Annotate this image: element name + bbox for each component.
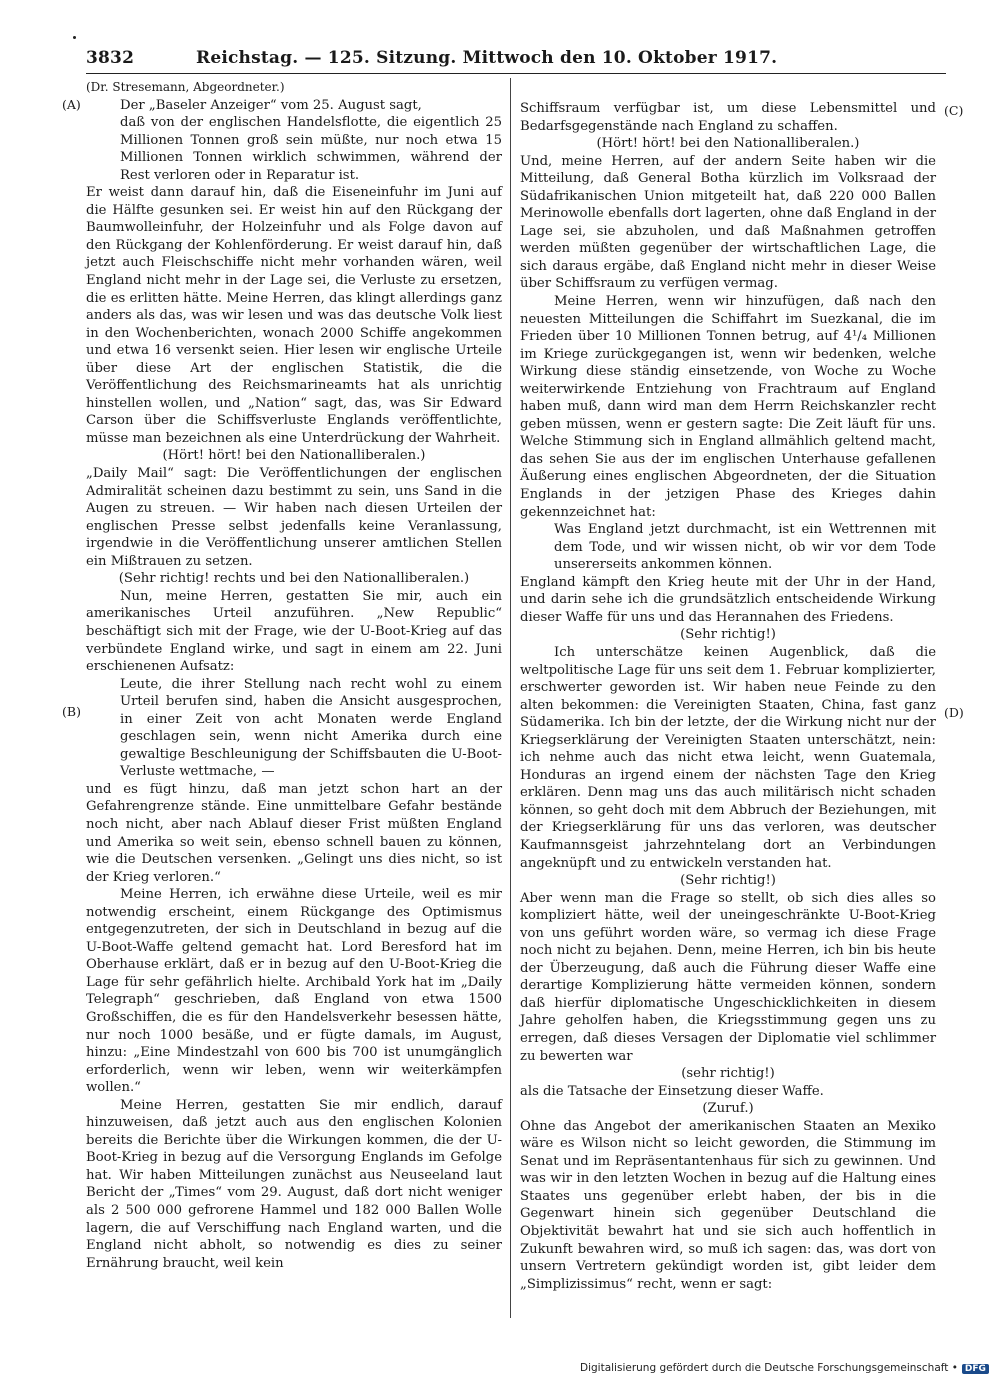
paragraph: Ich unterschätze keinen Augenblick, daß die weltpolitische Lage für uns seit dem 1. Februar komplizierter, erschwerter geworden ist. Wir haben neue Feinde zu den alten bekommen: die Vereinigten Staaten, China, fast ganz Südamerika. Ich bin der letzte, der die Wirkung nicht nur der Kriegserklärung der Vereinigten Staaten unterschätzt, nein: ich nehme auch das nicht etwa leicht, wenn Guatemala, Honduras an irgend einem der nächsten Tage den Krieg erklären. Denn mag uns das auch militärisch nicht schaden können, so geht doch mit dem Abbruch der Beziehungen, mit der Kriegserklärung für uns das verloren, was deutscher Kaufmannsgeist jahrzehntelang dort an Verbindungen angeknüpft und zu entwickeln verstanden hat. <box>520 644 936 871</box>
page-number: 3832 <box>86 48 135 68</box>
footer-text: Digitalisierung gefördert durch die Deutsche Forschungsgemeinschaft • <box>580 1362 958 1374</box>
interjection: (Hört! hört! bei den Nationalliberalen.) <box>162 448 426 464</box>
paragraph: Der „Baseler Anzeiger“ vom 25. August sagt, <box>120 97 422 113</box>
interjection: (Sehr richtig!) <box>680 627 776 643</box>
right-column <box>520 100 936 1293</box>
paragraph: England kämpft den Krieg heute mit der Uhr in der Hand, und darin sehe ich die grundsätzlich entscheidende Wirkung dieser Waffe für uns und das Herannahen des Friedens. <box>520 574 936 625</box>
paragraph: Meine Herren, wenn wir hinzufügen, daß nach den neuesten Mitteilungen die Schiffahrt im Suezkanal, die im Frieden über 10 Millionen Tonnen betrug, auf 4¹/₄ Millionen im Kriege zurückgegangen ist, wenn wir bedenken, welche Wirkung diese ständig einsetzende, von Woche zu Woche weiterwirkende Entziehung von Frachtraum auf England haben muß, dann wird man dem Herrn Reichskanzler recht geben müssen, wenn er gestern sagte: Die Zeit läuft für uns. Welche Stimmung sich in England allmählich geltend macht, das sehen Sie aus der im englischen Unterhause gefallenen Äußerung eines englischen Abgeordneten, der die Situation Englands in der jetzigen Phase des Krieges dahin gekennzeichnet hat: <box>520 294 936 520</box>
paragraph: Nun, meine Herren, gestatten Sie mir, auch ein amerikanisches Urteil anzuführen. „New Republic“ beschäftigt sich mit der Frage, wie der U-Boot-Krieg auf das verbündete England wirke, und sagt in einem am 22. Juni erschienenen Aufsatz: <box>86 588 502 675</box>
interjection: (Sehr richtig!) <box>680 873 776 889</box>
margin-marker-c: (C) <box>944 103 964 118</box>
running-title: Reichstag. — 125. Sitzung. Mittwoch den 10. Oktober 1917. <box>196 48 778 68</box>
block-quote: Was England jetzt durchmacht, ist ein Wettrennen mit dem Tode, und wir wissen nicht, ob wir vor dem Tode unsererseits ankommen können. <box>554 522 936 573</box>
margin-marker-b: (B) <box>62 704 81 719</box>
block-quote: daß von der englischen Handelsflotte, die eigentlich 25 Millionen Tonnen groß sein müßte, nur noch etwa 15 Millionen Tonnen wirklich schwimmen, während der Rest verloren oder in Reparatur ist. <box>120 115 502 183</box>
paragraph: Meine Herren, ich erwähne diese Urteile, weil es mir notwendig erscheint, einem Rückgange des Optimismus entgegenzutreten, der sich in Deutschland in bezug auf die U-Boot-Waffe geltend gemacht hat. Lord Beresford hat im Oberhause erklärt, daß er in bezug auf den U-Boot-Krieg die Lage für sehr gefährlich hielte. Archibald York hat im „Daily Telegraph“ geschrieben, daß England von etwa 1500 Großschiffen, die es für den Handelsverkehr besessen hätte, nur noch 1000 besäße, und er fügte damals, im August, hinzu: „Eine Mindestzahl von 600 bis 700 ist unumgänglich erforderlich, wenn wir leben, wenn wir weiterkämpfen wollen.“ <box>86 887 502 1096</box>
interjection: (Zuruf.) <box>702 1101 754 1117</box>
dfg-logo: DFG <box>962 1364 989 1374</box>
margin-marker-d: (D) <box>944 705 964 720</box>
block-quote: Leute, die ihrer Stellung nach recht wohl zu einem Urteil berufen sind, haben die Ansicht ausgesprochen, in einer Zeit von acht Monaten werde England geschlagen sein, wenn nicht Amerika durch eine gewaltige Beschleunigung der Schiffsbauten die U-Boot-Verluste wettmache, — <box>120 676 502 780</box>
paragraph: Und, meine Herren, auf der andern Seite haben wir die Mitteilung, daß General Botha kürzlich im Volksraad der Südafrikanischen Union mitgeteilt hat, daß 220 000 Ballen Merinowolle ebenfalls dort lagerten, ohne daß England in der Lage sei, sie abzuholen, und daß Maßnahmen getroffen werden müßten gegenüber der wirtschaftlichen Lage, die sich daraus ergäbe, daß England nicht mehr in dieser Weise über Schiffsraum zu verfügen vermag. <box>520 153 936 292</box>
speck-mark <box>73 36 76 39</box>
paragraph: als die Tatsache der Einsetzung dieser Waffe. <box>520 1083 824 1099</box>
paragraph: Meine Herren, gestatten Sie mir endlich, darauf hinzuweisen, daß jetzt auch aus den englischen Kolonien bereits die Berichte über die Wirkungen kommen, die der U-Boot-Krieg in bezug auf die Versorgung Englands im Gefolge hat. Wir haben Mitteilungen zunächst aus Neuseeland laut Bericht der „Times“ vom 29. August, daß dort nicht weniger als 2 500 000 gefrorene Hammel und 182 000 Ballen Wolle lagern, die auf Verschiffung nach England warten, und die England nicht abholt, so notwendig es dies zu seiner Ernährung braucht, weil kein <box>86 1097 502 1271</box>
left-column <box>86 79 502 1272</box>
paragraph: „Daily Mail“ sagt: Die Veröffentlichungen der englischen Admiralität scheinen dazu bestimmt zu sein, uns Sand in die Augen zu streuen. — Wir haben nach diesen Urteilen der englischen Presse selbst jedenfalls keine Veranlassung, irgendwie in die Veröffentlichung unserer amtlichen Stellen ein Mißtrauen zu setzen. <box>86 466 502 569</box>
paragraph: Er weist dann darauf hin, daß die Eiseneinfuhr im Juni auf die Hälfte gesunken sei. Er weist hin auf den Rückgang der Baumwolleinfuhr, der Holzeinfuhr und als Folge davon auf den Rückgang der Kohlenförderung. Er weist darauf hin, daß jetzt auch Fleischschiffe nicht mehr vorhanden wären, weil England nicht mehr in der Lage sei, die Verluste zu ersetzen, die es erlitten hätte. Meine Herren, das klingt allerdings ganz anders als das, was wir lesen und was das deutsche Volk liest in den Wochenberichten, wonach 2000 Schiffe angekommen und etwa 16 versenkt seien. Hier lesen wir englische Urteile über diese Art der englischen Statistik, die die Veröffentlichung des Reichsmarineamts hat als unrichtig hinstellen wollen, und „Nation“ sagt, das, was Sir Edward Carson über die Schiffsverluste Englands veröffentlichte, müsse man bezeichnen als eine Unterdrückung der Wahrheit. <box>86 185 502 446</box>
margin-marker-a: (A) <box>62 97 81 112</box>
footer-credit <box>580 1362 990 1376</box>
interjection: (sehr richtig!) <box>681 1066 775 1082</box>
paragraph: Aber wenn man die Frage so stellt, ob sich dies alles so kompliziert hätte, weil der uneingeschränkte U-Boot-Krieg von uns geführt worden wäre, so vermag ich diese Frage noch nicht zu bejahen. Denn, meine Herren, ich bin bis heute der Überzeugung, daß auch die Führung dieser Waffe eine derartige Komplizierung hätte vermeiden können, sondern daß hierfür diplomatische Ungeschicklichkeiten in diesem Jahre geholfen haben, die Kriegsstimmung gegen uns zu erregen, daß dieses Versagen der Diplomatie viel schlimmer zu bewerten war <box>520 890 936 1064</box>
header-rule <box>86 73 946 74</box>
column-divider <box>510 78 511 1318</box>
paragraph: und es fügt hinzu, daß man jetzt schon hart an der Gefahrengrenze stände. Eine unmittelbare Gefahr bestände noch nicht, aber nach Ablauf dieser Frist müßten England und Amerika so weit sein, ebenso schnell bauen zu können, wie die Deutschen versenken. „Gelingt uns dies nicht, so ist der Krieg verloren.“ <box>86 781 502 885</box>
page-header <box>86 48 946 70</box>
paragraph: Schiffsraum verfügbar ist, um diese Lebensmittel und Bedarfsgegenstände nach England zu schaffen. <box>520 101 936 134</box>
interjection: (Sehr richtig! rechts und bei den Nationalliberalen.) <box>118 571 470 587</box>
paragraph: Ohne das Angebot der amerikanischen Staaten an Mexiko wäre es Wilson nicht so leicht geworden, die Stimmung im Senat und im Repräsentantenhaus für sich zu gewinnen. Und was wir in den letzten Wochen in bezug auf die Haltung eines Staates uns gegenüber erlebt haben, der bis in die Gegenwart hinein sich gegenüber Deutschland die Objektivität bewahrt hat und sie sich auch hoffentlich in Zukunft bewahren wird, so muß ich sagen: das, was dort von unsern Vertretern gekündigt worden ist, gibt leider dem „Simplizissimus“ recht, wenn er sagt: <box>520 1118 936 1292</box>
interjection: (Hört! hört! bei den Nationalliberalen.) <box>596 136 860 152</box>
speaker-note: (Dr. Stresemann, Abgeordneter.) <box>86 80 285 94</box>
